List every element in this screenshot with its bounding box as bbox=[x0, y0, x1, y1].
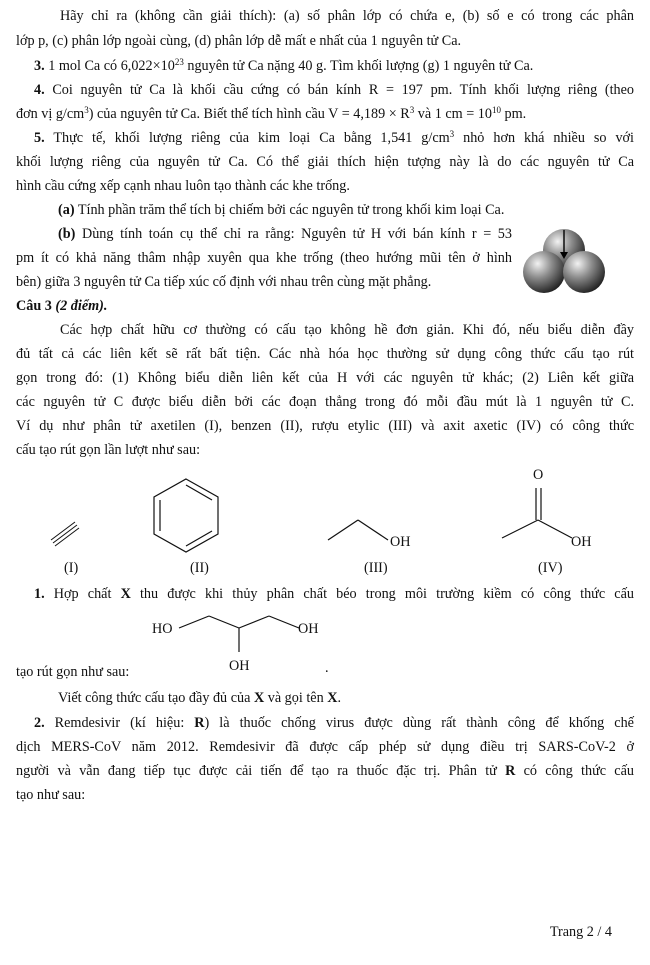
q3-item-2-line-3: người và vẫn đang tiếp tục được cải tiến để tạo ra thuốc đặc trị. Phân tử R có công thức cấu bbox=[16, 763, 634, 779]
q3-heading bbox=[16, 296, 107, 316]
acetic-acid-structure bbox=[500, 486, 576, 544]
item-4-number: 4. bbox=[34, 82, 45, 98]
q3-para-6: cấu tạo rút gọn lần lượt như sau: bbox=[16, 442, 201, 458]
glycerol-structure bbox=[177, 612, 303, 654]
page-number: Trang 2 / 4 bbox=[549, 924, 612, 940]
item-5-number: 5. bbox=[34, 130, 45, 146]
q3-item-2-number: 2. bbox=[34, 715, 45, 731]
sphere-left bbox=[523, 251, 565, 293]
item-5b-line-3: bên) giữa 3 nguyên tử Ca tiếp xúc cố định với nhau trên cùng mặt phẳng. bbox=[16, 274, 432, 290]
item-5b-line-1: (b) Dùng tính toán cụ thể chỉ ra rằng: Nguyên tử H với bán kính r = 53 bbox=[58, 226, 512, 242]
q3-item-2-line-4: tạo như sau: bbox=[16, 787, 86, 803]
label-I: (I) bbox=[64, 560, 79, 576]
q3-para-5: Ví dụ như phân tử axetilen (I), benzen (II), rượu etylic (III) và axit axetic (IV) có công thức bbox=[16, 418, 634, 434]
q3-para-4: các nguyên tử C được biểu diễn bởi các đoạn thẳng trong đó mỗi đầu mút là 1 nguyên tử C. bbox=[16, 394, 634, 410]
q3-title: Câu 3 bbox=[16, 298, 52, 314]
q3-points: (2 điểm). bbox=[55, 298, 108, 314]
glycerol-oh-right-label: OH bbox=[298, 621, 319, 637]
acetic-o-label: O bbox=[533, 467, 544, 483]
q3-para-2: đủ tất cả các liên kết sẽ rất bất tiện. Các nhà hóa học thường sử dụng công thức cấu tạo rút bbox=[16, 346, 634, 362]
item-5a: (a) Tính phần trăm thể tích bị chiếm bởi các nguyên tử trong khối kim loại Ca. bbox=[58, 202, 505, 218]
sphere-right bbox=[563, 251, 605, 293]
item-5-line-2: khối lượng riêng của nguyên tử Ca. Có thể giải thích hiện tượng này là do các nguyên tử Ca bbox=[16, 154, 634, 170]
q3-item-1-line-1: 1. Hợp chất X thu được khi thủy phân chất béo trong môi trường kiềm có công thức cấu bbox=[34, 586, 634, 602]
three-spheres-figure bbox=[520, 228, 612, 298]
q3-item-1-line-2: tạo rút gọn như sau: bbox=[16, 664, 130, 680]
item-4-line-2: đơn vị $g/cm^3$) của nguyên tử Ca. Biết thể tích hình cầu $V = 4,189 \times R^3$ và 1 cm = $10^{10}$ pm. bbox=[16, 105, 527, 122]
label-II: (II) bbox=[190, 560, 209, 576]
glycerol-ho-label: HO bbox=[152, 621, 173, 637]
q3-item-1-number: 1. bbox=[34, 586, 45, 602]
ethanol-structure bbox=[326, 514, 392, 544]
acetic-oh-label: OH bbox=[571, 534, 592, 550]
label-III: (III) bbox=[364, 560, 388, 576]
item-5-line-3: hình cầu cứng xếp cạnh nhau luôn tạo thành các khe trống. bbox=[16, 178, 350, 194]
q3-item-1-line-3: Viết công thức cấu tạo đầy đủ của X và gọi tên X. bbox=[58, 690, 342, 706]
item-4-line-1: 4. Coi nguyên tử Ca là khối cầu cứng có bán kính R = 197 pm. Tính khối lượng riêng (theo bbox=[34, 82, 635, 98]
glycerol-oh-bottom-label: OH bbox=[229, 658, 250, 674]
item-5-line-1: 5. Thực tế, khối lượng riêng của kim loại Ca bằng 1,541 $g/cm^3$ nhỏ hơn khá nhiều so với bbox=[34, 129, 634, 146]
label-IV: (IV) bbox=[538, 560, 563, 576]
item-3: 3. 1 mol Ca có $6,022\times 10^{23}$ nguyên tử Ca nặng 40 g. Tìm khối lượng (g) 1 nguyên tử Ca. bbox=[34, 57, 534, 74]
item-3-number: 3. bbox=[34, 58, 45, 74]
benzene-structure bbox=[148, 476, 224, 556]
acetylene-structure bbox=[50, 520, 80, 548]
q2-intro-line-1: Hãy chỉ ra (không cần giải thích): (a) số phân lớp có chứa e, (b) số e có trong các phân bbox=[60, 8, 634, 24]
q3-item-1-dot: . bbox=[325, 660, 329, 676]
q2-intro-line-2: lớp p, (c) phân lớp ngoài cùng, (d) phân lớp dễ mất e nhất của 1 nguyên tử Ca. bbox=[16, 33, 462, 49]
item-5b-line-2: pm ít có khả năng thâm nhập xuyên qua khe trống (theo hướng mũi tên ở hình bbox=[16, 250, 512, 266]
q3-item-2-line-1: 2. Remdesivir (kí hiệu: R) là thuốc chống virus được dùng rất thành công để khống chế bbox=[34, 715, 634, 731]
q3-para-3: gọn trong đó: (1) Không biểu diễn liên kết của H với các nguyên tử khác; (2) Liên kết giữa bbox=[16, 370, 634, 386]
ethanol-oh-label: OH bbox=[390, 534, 411, 550]
q3-item-2-line-2: dịch MERS-CoV năm 2012. Remdesivir đã được cấp phép sử dụng điều trị SARS-CoV-2 ở bbox=[16, 739, 634, 755]
q3-para-1: Các hợp chất hữu cơ thường có cấu tạo không hề đơn giản. Khi đó, nếu biểu diễn đầy bbox=[60, 322, 634, 338]
